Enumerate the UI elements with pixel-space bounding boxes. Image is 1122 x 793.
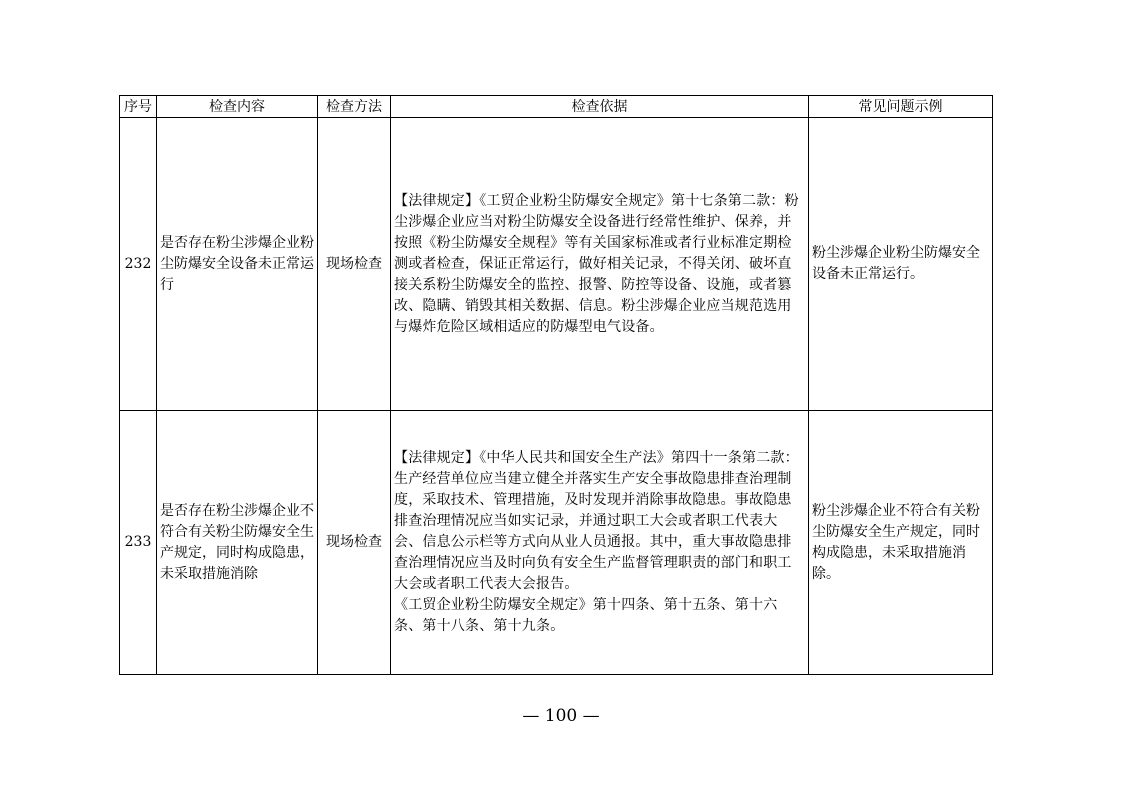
inspection-table [119,95,993,675]
header-basis: 检查依据 [391,96,809,118]
basis-paragraph: 【法律规定】《工贸企业粉尘防爆安全规定》第十七条第二款：粉尘涉爆企业应当对粉尘防爆安全设备进行经常性维护、保养，并按照《粉尘防爆安全规程》等有关国家标准或者行业标准定期检测或者检查，保证正常运行，做好相关记录，不得关闭、破坏直接关系粉尘防爆安全的监控、报警、防控等设备、设施，或者篡改、隐瞒、销毁其相关数据、信息。粉尘涉爆企业应当规范选用与爆炸危险区域相适应的防爆型电气设备。 [394,192,799,335]
row-content: 是否存在粉尘涉爆企业不符合有关粉尘防爆安全生产规定，同时构成隐患，未采取措施消除 [157,411,318,675]
row-examples: 粉尘涉爆企业粉尘防爆安全设备未正常运行。 [809,118,993,411]
header-method: 检查方法 [318,96,391,118]
header-row [120,96,993,118]
row-index: 232 [120,118,157,411]
basis-paragraph: 【法律规定】《中华人民共和国安全生产法》第四十一条第二款：生产经营单位应当建立健全并落实生产安全事故隐患排查治理制度，采取技术、管理措施，及时发现并消除事故隐患。事故隐患排查治理情况应当如实记录，并通过职工大会或者职工代表大会、信息公示栏等方式向从业人员通报。其中，重大事故隐患排查治理情况应当及时向负有安全生产监督管理职责的部门和职工大会或者职工代表大会报告。 [394,450,799,592]
row-basis [391,411,809,675]
table-row [120,411,993,675]
row-method: 现场检查 [318,118,391,411]
row-index: 233 [120,411,157,675]
header-index: 序号 [120,96,157,118]
basis-paragraph: 《工贸企业粉尘防爆安全规定》第十四条、第十五条、第十六条、第十八条、第十九条。 [394,597,778,634]
row-examples: 粉尘涉爆企业不符合有关粉尘防爆安全生产规定，同时构成隐患，未采取措施消除。 [809,411,993,675]
page-number: — 100 — [522,706,600,726]
table-row [120,118,993,411]
row-content: 是否存在粉尘涉爆企业粉尘防爆安全设备未正常运行 [157,118,318,411]
row-basis [391,118,809,411]
header-content: 检查内容 [157,96,318,118]
row-method: 现场检查 [318,411,391,675]
header-examples: 常见问题示例 [809,96,993,118]
